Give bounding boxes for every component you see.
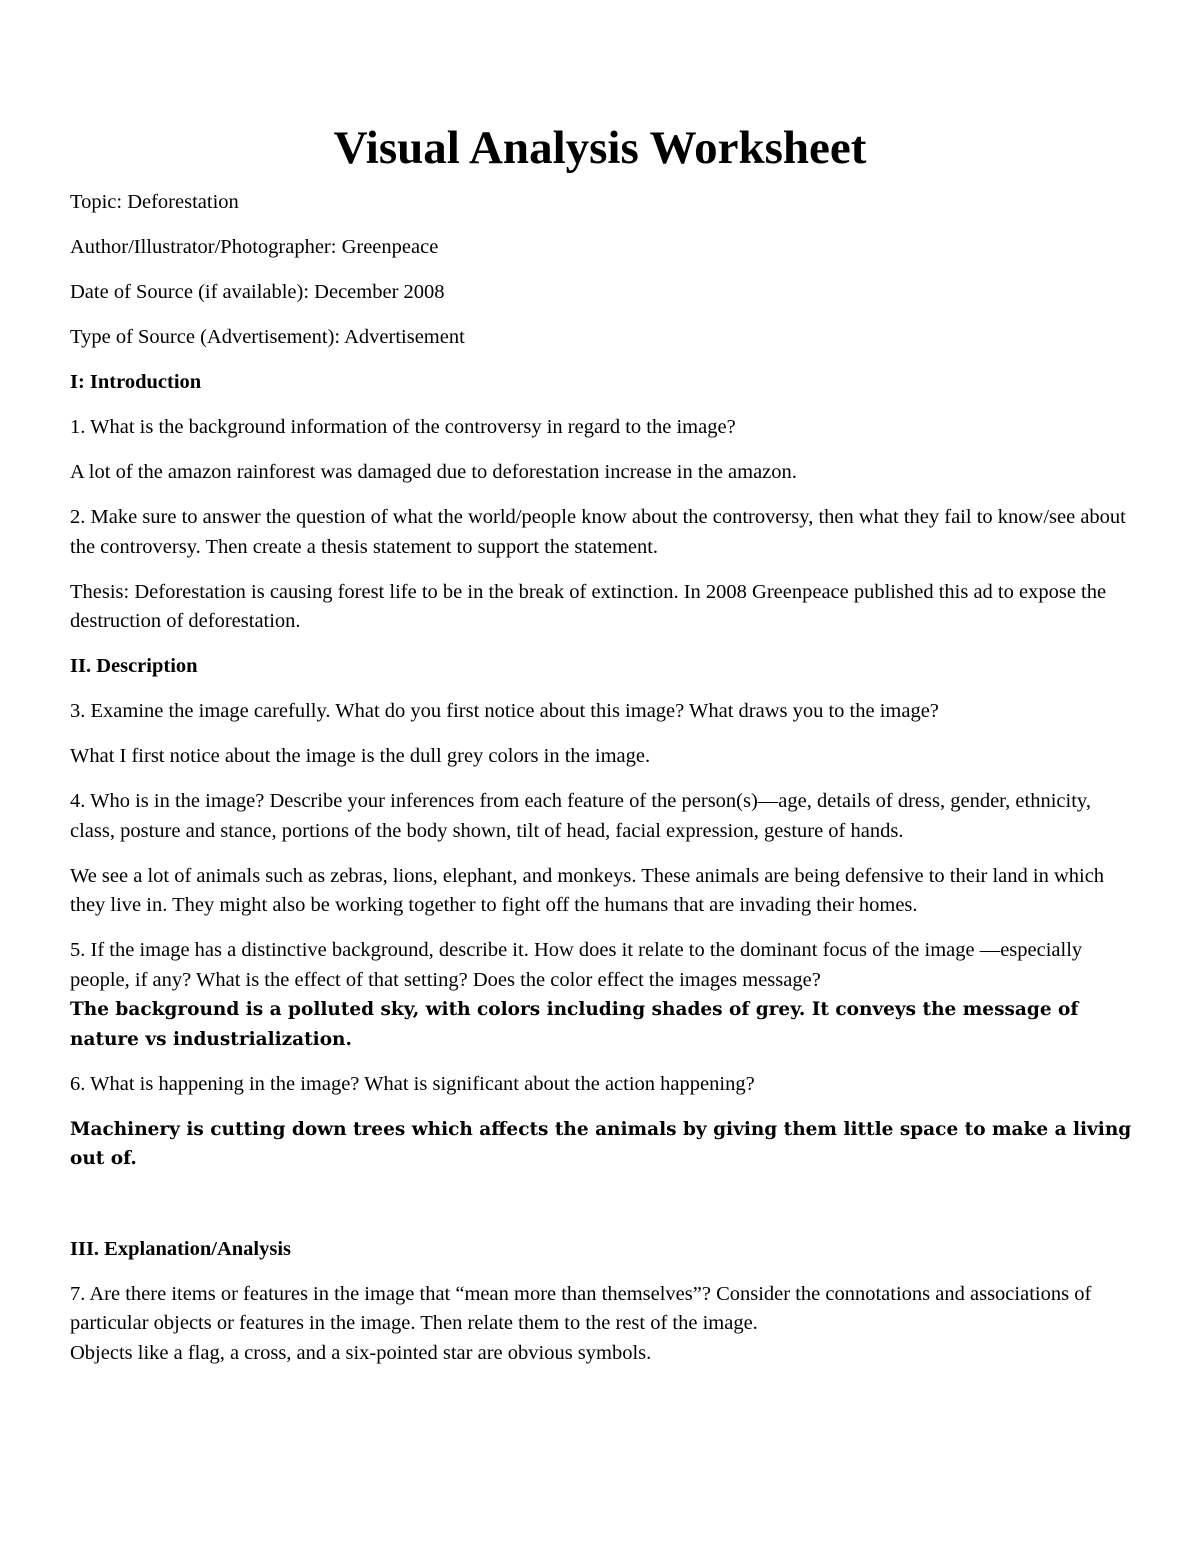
section-heading-analysis: III. Explanation/Analysis [70, 1237, 292, 1260]
thesis-statement: Thesis: Deforestation is causing forest life to be in the break of extinction. In 2008 Greenpeace published this ad to expose the destruction of deforestation. [70, 580, 1107, 632]
section-heading-description: II. Description [70, 655, 198, 677]
question-1: 1. What is the background information of the controversy in regard to the image? [70, 416, 736, 438]
question-6: 6. What is happening in the image? What is significant about the action happening? [70, 1072, 755, 1095]
answer-3: What I first notice about the image is the dull grey colors in the image. [70, 745, 651, 767]
question-5: 5. If the image has a distinctive background, describe it. How does it relate to the dominant focus of the image —especially people, if any? What is the effect of that setting? Does the color effect the images message? [70, 939, 1083, 991]
author-line: Author/Illustrator/Photographer: Greenpeace [70, 236, 439, 258]
answer-1: A lot of the amazon rainforest was damaged due to deforestation increase in the amazon. [70, 461, 797, 483]
worksheet-content [70, 188, 1132, 1368]
topic-line: Topic: Deforestation [70, 191, 239, 213]
page-title: Visual Analysis Worksheet [333, 122, 867, 174]
question-3: 3. Examine the image carefully. What do you first notice about this image? What draws you to the image? [70, 700, 939, 722]
section-heading-introduction: I: Introduction [70, 371, 202, 393]
date-line: Date of Source (if available): December 2008 [70, 281, 445, 303]
source-type-line: Type of Source (Advertisement): Advertisement [70, 326, 465, 348]
answer-5: The background is a polluted sky, with colors including shades of grey. It conveys the message of nature vs industrialization. [70, 999, 1079, 1050]
question-7: 7. Are there items or features in the image that “mean more than themselves”? Consider the connotations and associations of particular objects or features in the image. Then relate them to the rest of the image. [70, 1282, 1092, 1334]
question-7-note: Objects like a flag, a cross, and a six-pointed star are obvious symbols. [70, 1341, 652, 1364]
answer-6: Machinery is cutting down trees which affects the animals by giving them little space to make a living out of. [70, 1118, 1132, 1169]
answer-4: We see a lot of animals such as zebras, lions, elephant, and monkeys. These animals are being defensive to their land in which they live in. They might also be working together to fight off the humans that are invading their homes. [70, 864, 1105, 916]
question-4: 4. Who is in the image? Describe your inferences from each feature of the person(s)—age, details of dress, gender, ethnicity, class, posture and stance, portions of the body shown, tilt of head, facial expression, gesture of hands. [70, 790, 1091, 842]
question-2: 2. Make sure to answer the question of what the world/people know about the controversy, then what they fail to know/see about the controversy. Then create a thesis statement to support the statement. [70, 506, 1126, 558]
